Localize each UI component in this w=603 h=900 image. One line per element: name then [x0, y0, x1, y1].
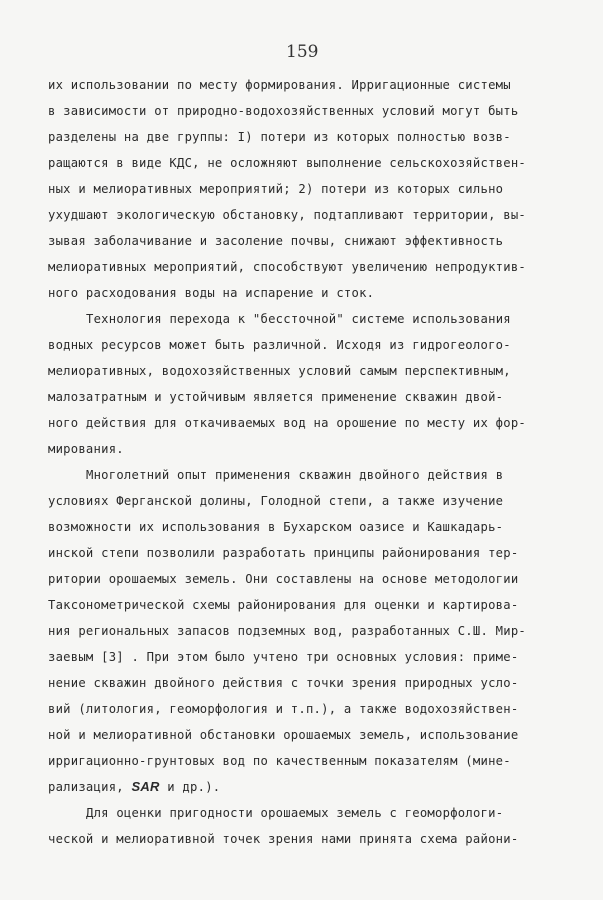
text-line: нение скважин двойного действия с точки зрения природных усло- — [48, 676, 519, 690]
page-number: 159 — [286, 42, 319, 62]
text-line: зывая заболачивание и засоление почвы, снижают эффективность — [48, 234, 504, 248]
text-line: мелиоративных мероприятий, способствуют увеличению непродуктив- — [48, 260, 527, 274]
text-line: разделены на две группы: I) потери из которых полностью возв- — [48, 130, 511, 144]
text-line: ных и мелиоративных мероприятий; 2) потери из которых сильно — [48, 182, 504, 196]
text-line: ческой и мелиоративной точек зрения нами принята схема райони- — [48, 832, 519, 846]
text-line — [48, 778, 220, 796]
text-fragment: и др.). — [159, 780, 221, 794]
text-line: инской степи позволили разработать принципы районирования тер- — [48, 546, 519, 560]
text-line: водных ресурсов может быть различной. Исходя из гидрогеолого- — [48, 338, 511, 352]
text-line: условиях Ферганской долины, Голодной степи, а также изучение — [48, 494, 504, 508]
text-line: ухудшают экологическую обстановку, подтапливают территории, вы- — [48, 208, 527, 222]
text-line: вий (литология, геоморфология и т.п.), а также водохозяйствен- — [48, 702, 519, 716]
text-line: ращаются в виде КДС, не осложняют выполнение сельскохозяйствен- — [48, 156, 527, 170]
text-line: их использовании по месту формирования. Ирригационные системы — [48, 78, 511, 92]
text-line: возможности их использования в Бухарском оазисе и Кашкадарь- — [48, 520, 504, 534]
text-fragment: рализация, — [48, 780, 132, 794]
text-line: Таксонометрической схемы районирования для оценки и картирова- — [48, 598, 519, 612]
text-line: ритории орошаемых земель. Они составлены на основе методологии — [48, 572, 519, 586]
text-line: ирригационно-грунтовых вод по качественным показателям (мине- — [48, 754, 511, 768]
text-line: малозатратным и устойчивым является применение скважин двой- — [48, 390, 504, 404]
text-line: ного расходования воды на испарение и сток. — [48, 286, 375, 300]
text-line: мирования. — [48, 442, 124, 456]
text-line: Технология перехода к "бессточной" системе использования — [86, 312, 511, 326]
sar-handwritten: SAR — [131, 779, 160, 794]
text-line: ного действия для откачиваемых вод на орошение по месту их фор- — [48, 416, 527, 430]
text-line: в зависимости от природно-водохозяйственных условий могут быть — [48, 104, 519, 118]
text-line: мелиоративных, водохозяйственных условий самым перспективным, — [48, 364, 511, 378]
text-line: заевым [3] . При этом было учтено три основных условия: приме- — [48, 650, 519, 664]
text-line: Для оценки пригодности орошаемых земель с геоморфологи- — [86, 806, 504, 820]
text-line: Многолетний опыт применения скважин двойного действия в — [86, 468, 504, 482]
text-line: ния региональных запасов подземных вод, разработанных С.Ш. Мир- — [48, 624, 527, 638]
text-line: ной и мелиоративной обстановки орошаемых земель, использование — [48, 728, 519, 742]
